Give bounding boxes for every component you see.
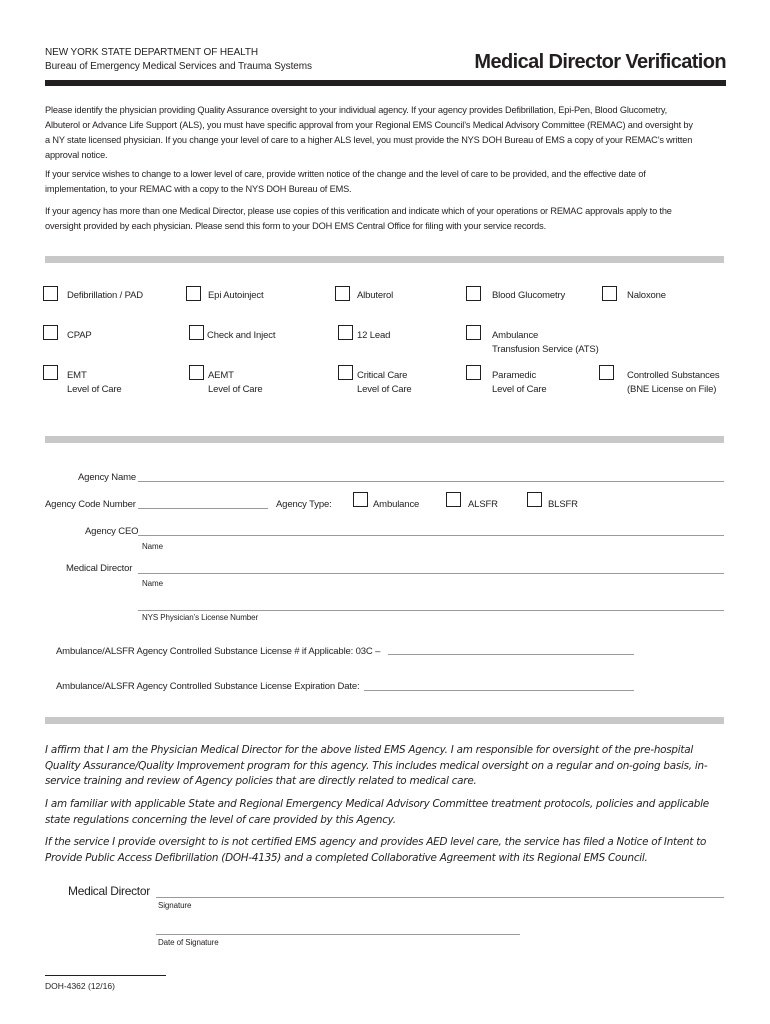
affirmation-paragraph-2: I am familiar with applicable State and Regional Emergency Medical Advisory Committee treatment protocols, policies and applicable state regulations concerning the level of care provided by this Agency. bbox=[45, 798, 709, 826]
agency-name-input[interactable] bbox=[138, 467, 724, 482]
agency-type-label: Agency Type: bbox=[276, 499, 332, 510]
cs-license-input[interactable] bbox=[388, 640, 634, 655]
header-rule bbox=[45, 80, 726, 86]
agency-name-label: Agency Name bbox=[78, 472, 137, 483]
label-critical-care: Critical Care bbox=[357, 370, 408, 381]
checkbox-aemt[interactable] bbox=[189, 365, 204, 380]
instruction-paragraph-1: Please identify the physician providing Quality Assurance oversight to your individual agency. If your agency provides Defibrillation, Epi-Pen, Blood Glucometry, Albuterol or Advance Life Support (ALS), you must have specific approval from your Regional EMS Council’s Medical Advisory Committee (REMAC) and oversight by a NY state licensed physician. If you change your level of care to a higher ALS level, you must provide the NYS DOH Bureau of EMS a copy of your REMAC’s written approval notice. bbox=[45, 105, 693, 160]
physician-license-input[interactable] bbox=[138, 596, 724, 611]
form-number: DOH-4362 (12/16) bbox=[45, 981, 115, 991]
agency-type-ambulance-label: Ambulance bbox=[373, 499, 420, 510]
agency-type-blsfr-label: BLSFR bbox=[548, 499, 578, 510]
checkbox-controlled-substances[interactable] bbox=[599, 365, 614, 380]
section-divider-3 bbox=[45, 717, 724, 724]
label-epi-autoinject: Epi Autoinject bbox=[208, 290, 264, 301]
label-critical-care-level: Level of Care bbox=[357, 384, 412, 395]
agency-code-input[interactable] bbox=[138, 494, 268, 509]
checkbox-emt[interactable] bbox=[43, 365, 58, 380]
label-aemt-level: Level of Care bbox=[208, 384, 263, 395]
signature-date-input[interactable] bbox=[156, 920, 520, 935]
label-defibrillation: Defibrillation / PAD bbox=[67, 290, 144, 301]
section-divider-1 bbox=[45, 256, 724, 263]
page-title: Medical Director Verification bbox=[474, 51, 726, 73]
label-albuterol: Albuterol bbox=[357, 290, 394, 301]
checkbox-agency-type-ambulance[interactable] bbox=[353, 492, 368, 507]
checkbox-cpap[interactable] bbox=[43, 325, 58, 340]
label-aemt: AEMT bbox=[208, 370, 234, 381]
label-blood-glucometry: Blood Glucometry bbox=[492, 290, 566, 301]
section-divider-2 bbox=[45, 436, 724, 443]
signature-input[interactable] bbox=[156, 883, 724, 898]
checkbox-agency-type-alsfr[interactable] bbox=[446, 492, 461, 507]
agency-type-alsfr-label: ALSFR bbox=[468, 499, 498, 510]
label-12-lead: 12 Lead bbox=[357, 330, 391, 341]
label-bne-license: (BNE License on File) bbox=[627, 384, 717, 395]
medical-director-label: Medical Director bbox=[66, 563, 133, 574]
agency-code-label: Agency Code Number bbox=[45, 499, 136, 510]
affirmation-paragraph-1: I affirm that I am the Physician Medical Director for the above listed EMS Agency. I am responsible for oversight of the pre-hospital Quality Assurance/Quality Improvement program for this agency. This includes medical oversight on a regular and on-going basis, in-service training and review of Agency policies that are directly related to medical care. bbox=[45, 744, 708, 787]
checkbox-paramedic[interactable] bbox=[466, 365, 481, 380]
label-controlled-substances: Controlled Substances bbox=[627, 370, 720, 381]
checkbox-check-and-inject[interactable] bbox=[189, 325, 204, 340]
label-ambulance-transfusion-line1: Ambulance bbox=[492, 330, 539, 341]
checkbox-blood-glucometry[interactable] bbox=[466, 286, 481, 301]
agency-ceo-label: Agency CEO bbox=[85, 526, 139, 537]
instruction-paragraph-2: If your service wishes to change to a lower level of care, provide written notice of the change and the level of care to be provided, and the effective date of implementation, to your REMAC with a copy to the NYS DOH Bureau of EMS. bbox=[45, 169, 646, 194]
cs-expiration-input[interactable] bbox=[364, 676, 634, 691]
cs-expiration-label: Ambulance/ALSFR Agency Controlled Substance License Expiration Date: bbox=[56, 681, 360, 692]
checkbox-defibrillation[interactable] bbox=[43, 286, 58, 301]
label-paramedic-level: Level of Care bbox=[492, 384, 547, 395]
checkbox-critical-care[interactable] bbox=[338, 365, 353, 380]
checkbox-12-lead[interactable] bbox=[338, 325, 353, 340]
bureau-name: Bureau of Emergency Medical Services and Trauma Systems bbox=[45, 61, 312, 72]
physician-license-caption: NYS Physician’s License Number bbox=[142, 613, 259, 622]
signature-label: Medical Director bbox=[68, 884, 150, 898]
checkbox-epi-autoinject[interactable] bbox=[186, 286, 201, 301]
footer-rule bbox=[45, 975, 166, 976]
instruction-paragraph-3: If your agency has more than one Medical Director, please use copies of this verification and indicate which of your operations or REMAC approvals apply to the oversight provided by each physician. Please send this form to your DOH EMS Central Office for filing with your service records. bbox=[45, 206, 672, 231]
cs-license-label: Ambulance/ALSFR Agency Controlled Substance License # if Applicable: 03C – bbox=[56, 646, 381, 657]
medical-director-name-input[interactable] bbox=[138, 559, 724, 574]
agency-ceo-input[interactable] bbox=[138, 521, 724, 536]
label-cpap: CPAP bbox=[67, 330, 92, 341]
checkbox-ambulance-transfusion[interactable] bbox=[466, 325, 481, 340]
label-emt: EMT bbox=[67, 370, 87, 381]
affirmation-paragraph-3: If the service I provide oversight to is not certified EMS agency and provides AED level care, the service has filed a Notice of Intent to Provide Public Access Defibrillation (DOH-4135) and a completed Collaborative Agreement with its Regional EMS Council. bbox=[45, 836, 707, 864]
checkbox-albuterol[interactable] bbox=[335, 286, 350, 301]
checkbox-agency-type-blsfr[interactable] bbox=[527, 492, 542, 507]
medical-director-name-caption: Name bbox=[142, 579, 163, 588]
signature-caption: Signature bbox=[158, 901, 192, 910]
label-check-and-inject: Check and Inject bbox=[207, 330, 276, 341]
checkbox-naloxone[interactable] bbox=[602, 286, 617, 301]
label-emt-level: Level of Care bbox=[67, 384, 122, 395]
agency-ceo-name-caption: Name bbox=[142, 542, 163, 551]
signature-date-caption: Date of Signature bbox=[158, 938, 219, 947]
label-paramedic: Paramedic bbox=[492, 370, 537, 381]
department-name: NEW YORK STATE DEPARTMENT OF HEALTH bbox=[45, 47, 259, 58]
label-naloxone: Naloxone bbox=[627, 290, 666, 301]
label-ambulance-transfusion-line2: Transfusion Service (ATS) bbox=[492, 344, 599, 355]
